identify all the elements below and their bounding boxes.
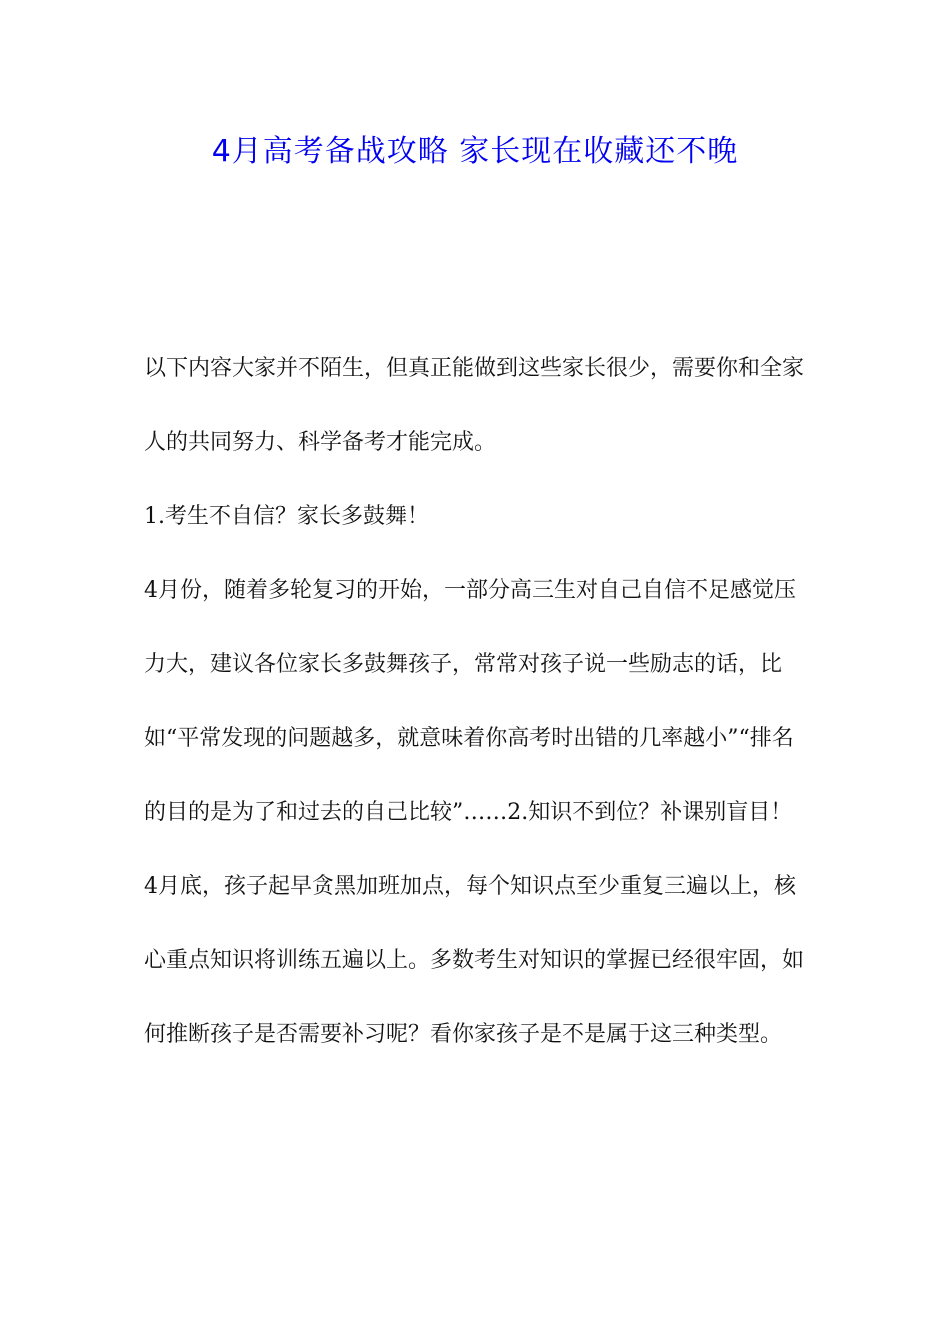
document-body [144,332,804,1072]
intro-paragraph: 以下内容大家并不陌生，但真正能做到这些家长很少，需要你和全家人的共同努力、科学备考才能完成。 [144,356,805,455]
section-heading-1: 1.考生不自信？家长多鼓舞！ [144,504,429,529]
section-paragraph-1: 4月份，随着多轮复习的开始，一部分高三生对自己自信不足感觉压力大，建议各位家长多鼓舞孩子，常常对孩子说一些励志的话，比如“平常发现的问题越多，就意味着你高考时出错的几率越小”“排名的目的是为了和过去的自己比较”……2.知识不到位？补课别盲目！ [144,578,796,825]
section-paragraph-2: 4月底，孩子起早贪黑加班加点，每个知识点至少重复三遍以上，核心重点知识将训练五遍以上。多数考生对知识的掌握已经很牢固，如何推断孩子是否需要补习呢？看你家孩子是不是属于这三种类型。 [144,874,805,1047]
document-title: 4月高考备战攻略 家长现在收藏还不晚 [211,134,739,169]
